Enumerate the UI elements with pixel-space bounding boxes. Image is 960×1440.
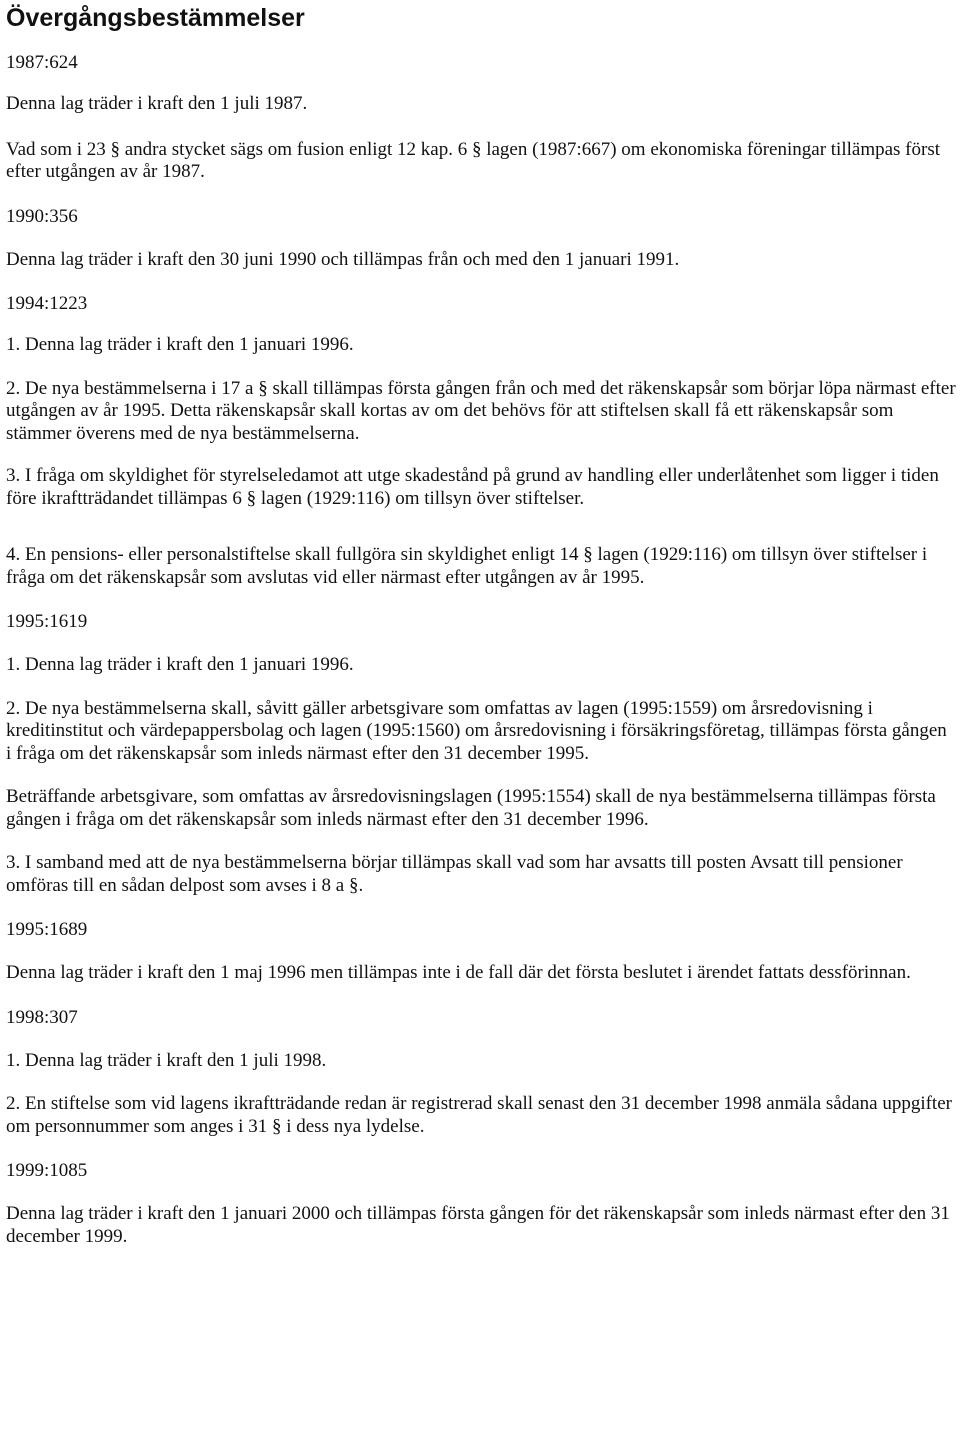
- paragraph: 1. Denna lag träder i kraft den 1 januari 1996.: [6, 654, 354, 675]
- section-heading-1995-1689: 1995:1689: [6, 919, 88, 940]
- page-title: Övergångsbestämmelser: [6, 4, 305, 32]
- paragraph: 3. I samband med att de nya bestämmelserna börjar tillämpas skall vad som har avsatts till posten Avsatt till pensioner omföras till en sådan delpost som avses i 8 a §.: [6, 852, 903, 896]
- paragraph: 2. De nya bestämmelserna skall, såvitt gäller arbetsgivare som omfattas av lagen (1995:1559) om årsredovisning i kreditinstitut och värdepappersbolag och lagen (1995:1560) om årsredovisning i försäkringsföretag, tillämpas första gången i fråga om det räkenskapsår som inleds närmast efter den 31 december 1995.: [6, 697, 947, 764]
- section-heading-1990-356: 1990:356: [6, 205, 78, 227]
- paragraph: 4. En pensions- eller personalstiftelse skall fullgöra sin skyldighet enligt 14 § lagen (1929:116) om tillsyn över stiftelser i fråga om det räkenskapsår som avslutas vid eller närmast efter utgången av år 1995.: [6, 544, 928, 588]
- paragraph: 2. En stiftelse som vid lagens ikraftträdande redan är registrerad skall senast den 31 december 1998 anmäla sådana uppgifter om personnummer som anges i 31 § i dess nya lydelse.: [6, 1093, 952, 1137]
- document-page: [0, 4, 960, 1440]
- section-heading-1999-1085: 1999:1085: [6, 1160, 88, 1181]
- section-heading-1998-307: 1998:307: [6, 1006, 78, 1028]
- section-heading-1994-1223: 1994:1223: [6, 293, 88, 314]
- paragraph: 1. Denna lag träder i kraft den 1 juli 1998.: [6, 1049, 327, 1071]
- section-heading-1987-624: 1987:624: [6, 52, 78, 73]
- paragraph: Denna lag träder i kraft den 30 juni 1990 och tillämpas från och med den 1 januari 1991.: [6, 248, 680, 270]
- paragraph: 2. De nya bestämmelserna i 17 a § skall tillämpas första gången från och med det räkenskapsår som börjar löpa närmast efter utgången av år 1995. Detta räkenskapsår skall kortas av om det behövs för att stiftelsen skall få ett räkenskapsår som stämmer överens med de nya bestämmelserna.: [6, 377, 956, 444]
- paragraph: Vad som i 23 § andra stycket sägs om fusion enligt 12 kap. 6 § lagen (1987:667) om ekonomiska föreningar tillämpas först efter utgången av år 1987.: [6, 138, 940, 182]
- paragraph: Beträffande arbetsgivare, som omfattas av årsredovisningslagen (1995:1554) skall de nya bestämmelserna tillämpas första gången i fråga om det räkenskapsår som inleds närmast efter den 31 december 1996.: [6, 786, 936, 830]
- paragraph: Denna lag träder i kraft den 1 juli 1987.: [6, 93, 308, 114]
- section-heading-1995-1619: 1995:1619: [6, 611, 88, 632]
- paragraph: 3. I fråga om skyldighet för styrelseledamot att utge skadestånd på grund av handling eller underlåtenhet som ligger i tiden före ikraftträdandet tillämpas 6 § lagen (1929:116) om tillsyn över stiftelser.: [6, 465, 939, 509]
- paragraph: 1. Denna lag träder i kraft den 1 januari 1996.: [6, 334, 354, 355]
- paragraph: Denna lag träder i kraft den 1 januari 2000 och tillämpas första gången för det räkenskapsår som inleds närmast efter den 31 december 1999.: [6, 1203, 950, 1247]
- paragraph: Denna lag träder i kraft den 1 maj 1996 men tillämpas inte i de fall där det första beslutet i ärendet fattats dessförinnan.: [6, 962, 911, 983]
